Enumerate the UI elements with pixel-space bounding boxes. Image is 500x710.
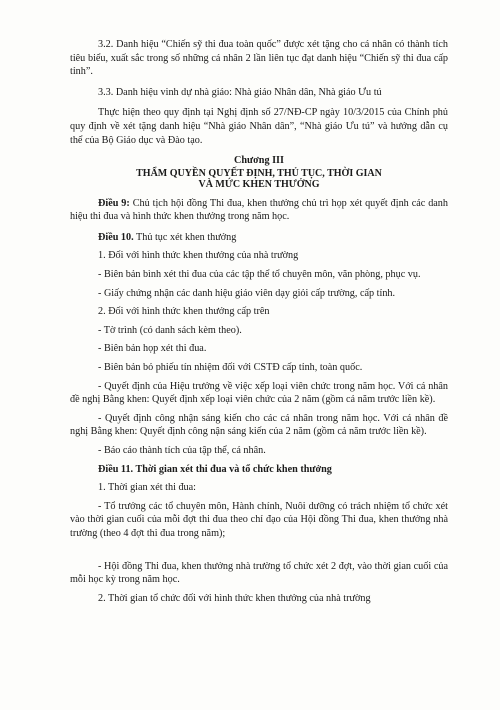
- chapter-title-line-1: THẨM QUYỀN QUYẾT ĐỊNH, THỦ TỤC, THỜI GIAN: [136, 167, 382, 179]
- article-9-text: Chủ tịch hội đồng Thi đua, khen thưởng chủ trì họp xét quyết định các danh hiệu thi đua và hình thức khen thưởng trong năm học.: [70, 197, 448, 223]
- list-item: - Tờ trình (có danh sách kèm theo).: [98, 324, 242, 336]
- list-item: 1. Thời gian xét thi đua:: [98, 482, 197, 494]
- list-item: 1. Đối với hình thức khen thưởng của nhà trường: [98, 250, 299, 262]
- blank-line: [70, 548, 448, 560]
- article-11-heading: Điều 11. Thời gian xét thi đua và tổ chức khen thưởng: [98, 463, 332, 475]
- list-item: - Quyết định của Hiệu trưởng về việc xếp loại viên chức trong năm học. Với cá nhân đề nghị Bằng khen: Quyết định xếp loại viên chức của 2 năm (gồm cả năm trước liền kề).: [70, 380, 448, 406]
- list-item: 2. Thời gian tổ chức đối với hình thức khen thưởng của nhà trường: [98, 592, 371, 604]
- article-9: [70, 197, 448, 224]
- paragraph-decree: Thực hiện theo quy định tại Nghị định số 27/NĐ-CP ngày 10/3/2015 của Chính phủ quy định về xét tặng danh hiệu “Nhà giáo Nhân dân”, “Nhà giáo Ưu tú” và hướng dẫn cụ thể của Bộ Giáo dục và Đào tạo.: [70, 107, 448, 146]
- article-10-heading: [70, 231, 448, 245]
- paragraph-3-2: 3.2. Danh hiệu “Chiến sỹ thi đua toàn quốc” được xét tặng cho cá nhân có thành tích tiêu biểu, xuất sắc trong số những cá nhân 2 lần liên tục đạt danh hiệu “Chiến sỹ thi đua cấp tỉnh”.: [70, 39, 448, 78]
- chapter-title: [70, 168, 448, 191]
- article-9-label: Điều 9:: [98, 197, 130, 209]
- list-item: - Biên bản bỏ phiếu tín nhiệm đối với CSTĐ cấp tỉnh, toàn quốc.: [98, 362, 363, 373]
- list-item: - Hội đồng Thi đua, khen thưởng nhà trường tổ chức xét 2 đợt, vào thời gian cuối của mỗi học kỳ trong năm học.: [70, 560, 448, 586]
- paragraph-3-3: 3.3. Danh hiệu vinh dự nhà giáo: Nhà giáo Nhân dân, Nhà giáo Ưu tú: [98, 86, 382, 98]
- list-item: - Quyết định công nhận sáng kiến cho các cá nhân trong năm học. Với cá nhân đề nghị Bằng khen: Quyết định công nận sáng kiến của 2 năm (gồm cả năm trước liền kề).: [70, 412, 448, 438]
- article-10-title: Thủ tục xét khen thưởng: [133, 231, 237, 243]
- article-10-label: Điều 10.: [98, 231, 134, 243]
- list-item: 2. Đối với hình thức khen thưởng cấp trên: [98, 306, 270, 318]
- list-item: - Biên bản bình xét thi đua của các tập thể tổ chuyên môn, văn phòng, phục vụ.: [98, 269, 421, 281]
- list-item: - Tổ trưởng các tổ chuyên môn, Hành chính, Nuôi dưỡng có trách nhiệm tổ chức xét vào thời gian cuối của mỗi đợt thi đua theo chỉ đạo của Hội đồng Thi đua, khen thưởng nhà trường (theo 4 đợt thi đua trong năm);: [70, 500, 448, 539]
- chapter-title-line-2: VÀ MỨC KHEN THƯỞNG: [198, 179, 320, 191]
- list-item: - Biên bản họp xét thi đua.: [98, 343, 207, 355]
- list-item: - Báo cáo thành tích của tập thể, cá nhân.: [98, 444, 266, 456]
- list-item: - Giấy chứng nhận các danh hiệu giáo viên dạy giỏi cấp trường, cấp tỉnh.: [98, 287, 396, 299]
- chapter-number: Chương III: [234, 155, 284, 167]
